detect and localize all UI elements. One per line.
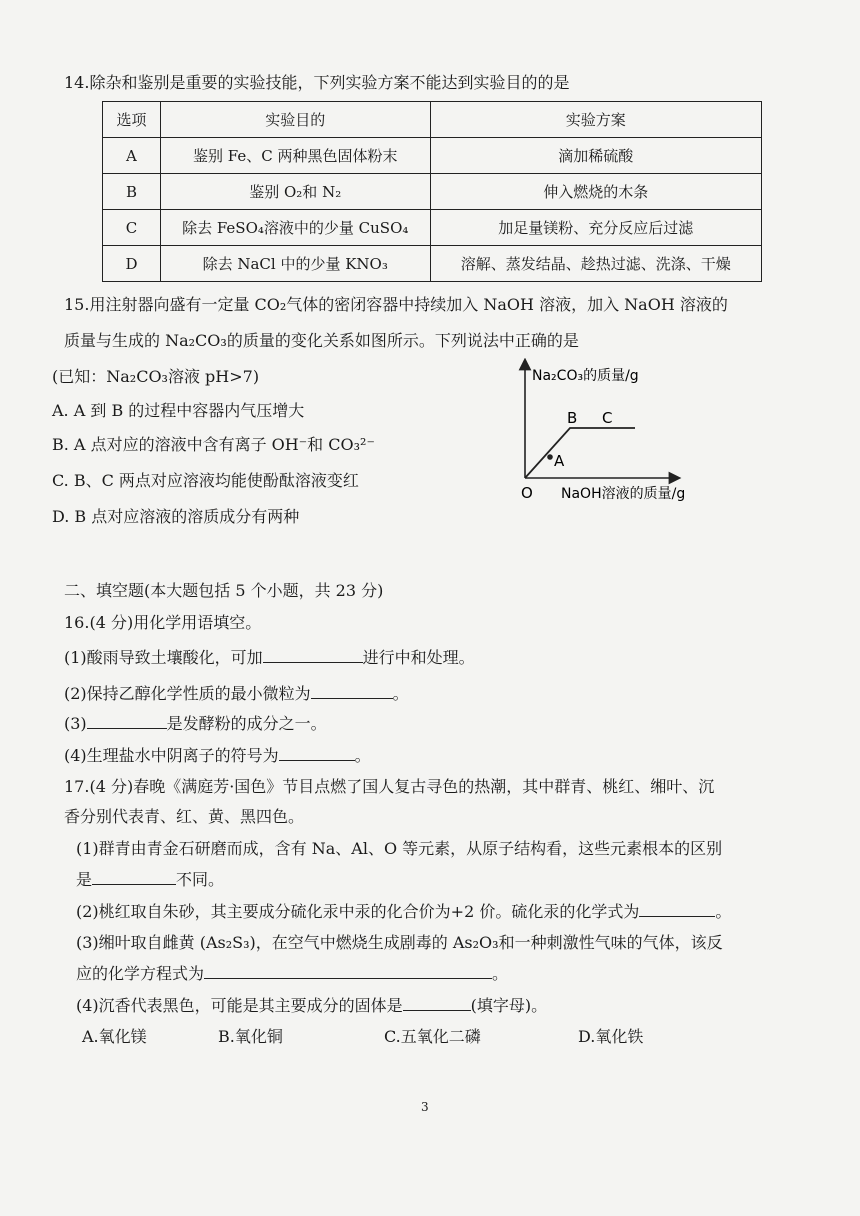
q15-option-d: D. B 点对应溶液的溶质成分有两种 — [52, 507, 300, 526]
cell-option: B — [103, 174, 161, 210]
cell-method: 加足量镁粉、充分反应后过滤 — [430, 210, 761, 246]
answer-blank[interactable] — [403, 994, 471, 1011]
q15-known: (已知：Na₂CO₃溶液 pH>7) — [52, 367, 260, 386]
q17-option-b: B.氧化铜 — [218, 1027, 283, 1046]
header-option: 选项 — [103, 102, 161, 138]
x-axis-label: NaOH溶液的质量/g — [561, 486, 686, 502]
cell-method: 伸入燃烧的木条 — [430, 174, 761, 210]
table-row — [103, 174, 762, 210]
cell-method: 滴加稀硫酸 — [430, 138, 761, 174]
q15-graph — [505, 358, 735, 508]
cell-option: A — [103, 138, 161, 174]
origin-label: O — [521, 484, 533, 502]
answer-blank[interactable] — [279, 744, 355, 761]
q17-option-c: C.五氧化二磷 — [384, 1027, 481, 1046]
answer-blank[interactable] — [263, 646, 363, 663]
q16-part3: (3) 是发酵粉的成分之一。 — [64, 714, 327, 733]
cell-method: 溶解、蒸发结晶、趁热过滤、洗涤、干燥 — [430, 246, 761, 282]
point-c-label: C — [602, 409, 613, 427]
table-row — [103, 246, 762, 282]
q17-option-d: D.氧化铁 — [578, 1027, 644, 1046]
q17-part1-line2: 是 不同。 — [76, 870, 225, 889]
cell-purpose: 除去 FeSO₄溶液中的少量 CuSO₄ — [160, 210, 430, 246]
q15-stem-line1: 15.用注射器向盛有一定量 CO₂气体的密闭容器中持续加入 NaOH 溶液，加入 NaOH 溶液的 — [64, 295, 728, 314]
cell-purpose: 鉴别 Fe、C 两种黑色固体粉末 — [160, 138, 430, 174]
answer-blank[interactable] — [87, 712, 167, 729]
q17-part2: (2)桃红取自朱砂，其主要成分硫化汞中汞的化合价为+2 价。硫化汞的化学式为 。 — [76, 902, 732, 921]
cell-purpose: 鉴别 O₂和 N₂ — [160, 174, 430, 210]
q17-part4: (4)沉香代表黑色，可能是其主要成分的固体是 (填字母)。 — [76, 996, 548, 1015]
page-number: 3 — [421, 1100, 429, 1114]
answer-blank[interactable] — [311, 682, 393, 699]
answer-blank[interactable] — [204, 962, 492, 979]
cell-option: D — [103, 246, 161, 282]
cell-purpose: 除去 NaCl 中的少量 KNO₃ — [160, 246, 430, 282]
q17-part3-line1: (3)缃叶取自雌黄 (As₂S₃)，在空气中燃烧生成剧毒的 As₂O₃和一种刺激性气味的气体，该反 — [76, 933, 723, 952]
point-a-dot — [547, 454, 553, 460]
cell-option: C — [103, 210, 161, 246]
table-row — [103, 210, 762, 246]
q16-part4: (4)生理盐水中阴离子的符号为 。 — [64, 746, 371, 765]
q17-stem-line1: 17.(4 分)春晚《满庭芳·国色》节目点燃了国人复古寻色的热潮，其中群青、桃红、缃叶、沉 — [64, 777, 715, 796]
y-axis-label: Na₂CO₃的质量/g — [532, 368, 639, 384]
header-purpose: 实验目的 — [160, 102, 430, 138]
answer-blank[interactable] — [92, 868, 176, 885]
q15-option-c: C. B、C 两点对应溶液均能使酚酞溶液变红 — [52, 471, 359, 490]
q15-option-b: B. A 点对应的溶液中含有离子 OH⁻和 CO₃²⁻ — [52, 435, 375, 454]
q15-option-a: A. A 到 B 的过程中容器内气压增大 — [52, 401, 305, 420]
section2-title: 二、填空题(本大题包括 5 个小题，共 23 分) — [64, 581, 384, 600]
q16-stem: 16.(4 分)用化学用语填空。 — [64, 613, 262, 632]
q14-table — [102, 101, 762, 282]
curve — [525, 428, 635, 478]
q15-stem-line2: 质量与生成的 Na₂CO₃的质量的变化关系如图所示。下列说法中正确的是 — [64, 331, 579, 350]
q14-stem: 14.除杂和鉴别是重要的实验技能，下列实验方案不能达到实验目的的是 — [64, 73, 570, 92]
q16-part2: (2)保持乙醇化学性质的最小微粒为 。 — [64, 684, 409, 703]
table-row — [103, 138, 762, 174]
q16-part1: (1)酸雨导致土壤酸化，可加 进行中和处理。 — [64, 648, 475, 667]
table-header-row — [103, 102, 762, 138]
q17-stem-line2: 香分别代表青、红、黄、黑四色。 — [64, 807, 305, 826]
q17-option-a: A.氧化镁 — [82, 1027, 147, 1046]
header-method: 实验方案 — [430, 102, 761, 138]
q17-part3-line2: 应的化学方程式为 。 — [76, 964, 509, 983]
q17-part1-line1: (1)群青由青金石研磨而成，含有 Na、Al、O 等元素，从原子结构看，这些元素根本的区别 — [76, 839, 723, 858]
point-b-label: B — [567, 409, 578, 427]
answer-blank[interactable] — [639, 900, 715, 917]
point-a-label: A — [554, 452, 565, 470]
